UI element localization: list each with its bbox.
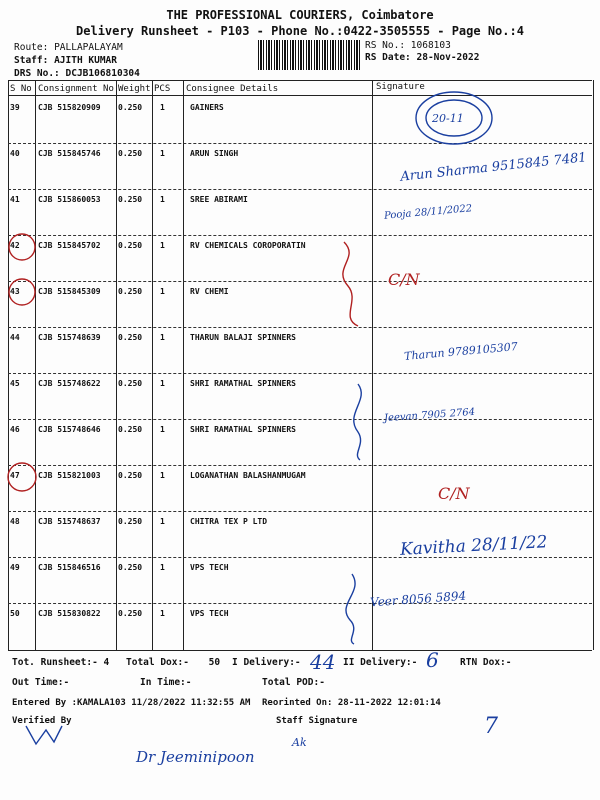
rs-no-value: 1068103	[410, 40, 451, 51]
row-weight: 0.250	[118, 425, 143, 434]
row-pcs: 1	[160, 517, 165, 526]
row-weight: 0.250	[118, 241, 143, 250]
col-header-signature: Signature	[376, 82, 425, 92]
row-weight: 0.250	[118, 103, 143, 112]
row-sno: 40	[10, 149, 20, 158]
row-pcs: 1	[160, 379, 165, 388]
rs-no-row	[365, 40, 451, 51]
drs-row	[14, 68, 140, 79]
row-consignee: VPS TECH	[190, 609, 229, 618]
row-consignment: CJB 515830822	[38, 609, 101, 618]
signature-row-41: Pooja 28/11/2022	[383, 203, 473, 222]
row-pcs: 1	[160, 195, 165, 204]
row-sno: 46	[10, 425, 20, 434]
rtn-dox-label: RTN Dox:-	[460, 657, 512, 668]
row-consignment: CJB 515845702	[38, 241, 101, 250]
signature-row-44: Tharun 9789105307	[403, 340, 519, 363]
row-consignment: CJB 515748622	[38, 379, 101, 388]
verifier-tick-mark	[24, 722, 64, 748]
bottom-signature: Dr Jeeminipoon	[136, 748, 255, 766]
signature-row-48: Kavitha 28/11/22	[399, 532, 548, 560]
row-consignment: CJB 515820909	[38, 103, 101, 112]
signature-row-46: Jeevan 7905 2764	[383, 406, 476, 425]
table-row	[8, 373, 592, 419]
bottom-right-mark: 7	[484, 714, 498, 739]
table-top-line	[8, 80, 592, 81]
row-weight: 0.250	[118, 609, 143, 618]
row-consignment: CJB 515748637	[38, 517, 101, 526]
row-consignee: THARUN BALAJI SPINNERS	[190, 333, 296, 342]
staff-initial: Ak	[292, 736, 307, 749]
row-pcs: 1	[160, 563, 165, 572]
col-header-weight: Weight	[118, 84, 151, 94]
row-consignee: SREE ABIRAMI	[190, 195, 248, 204]
row-consignment: CJB 515821003	[38, 471, 101, 480]
reprinted-on: Reorinted On: 28-11-2022 12:01:14	[262, 698, 441, 708]
row-consignee: SHRI RAMATHAL SPINNERS	[190, 379, 296, 388]
row-consignment: CJB 515846516	[38, 563, 101, 572]
table-row	[8, 97, 592, 143]
ii-delivery-count: 6	[426, 648, 439, 672]
table-row	[8, 281, 592, 327]
row-consignee: GAINERS	[190, 103, 224, 112]
table-row	[8, 557, 592, 603]
signature-row-40: Arun Sharma 9515845 7481	[399, 150, 588, 185]
row-consignee: RV CHEMICALS COROPORATIN	[190, 241, 306, 250]
row-sno: 50	[10, 609, 20, 618]
row-weight: 0.250	[118, 517, 143, 526]
row-sno: 48	[10, 517, 20, 526]
row-pcs: 1	[160, 287, 165, 296]
row-pcs: 1	[160, 609, 165, 618]
row-consignee: LOGANATHAN BALASHANMUGAM	[190, 471, 306, 480]
row-sno: 45	[10, 379, 20, 388]
row-weight: 0.250	[118, 379, 143, 388]
total-runsheet: Tot. Runsheet:- 4	[12, 657, 110, 668]
staff-value: AJITH KUMAR	[54, 55, 117, 66]
entered-by: Entered By :KAMALA103 11/28/2022 11:32:55 AM	[12, 698, 251, 708]
row-weight: 0.250	[118, 195, 143, 204]
staff-label: Staff:	[14, 55, 49, 66]
row-weight: 0.250	[118, 471, 143, 480]
col-header-pcs: PCS	[154, 84, 171, 94]
table-row	[8, 419, 592, 465]
rs-date-label: RS Date:	[365, 52, 411, 63]
row-pcs: 1	[160, 333, 165, 342]
table-row	[8, 189, 592, 235]
col-header-consignee: Consignee Details	[186, 84, 279, 94]
col-header-sno: S No	[10, 84, 32, 94]
row-consignment: CJB 515845309	[38, 287, 101, 296]
total-dox-label: Total Dox:-	[126, 657, 189, 668]
red-bracket-mark	[330, 238, 370, 330]
row-sno: 44	[10, 333, 20, 342]
row-sno: 49	[10, 563, 20, 572]
table-bottom-line	[8, 650, 592, 651]
i-delivery-label: I Delivery:-	[232, 657, 301, 668]
row-weight: 0.250	[118, 333, 143, 342]
runsheet-title: Delivery Runsheet - P103 - Phone No.:0422-3505555 - Page No.:4	[76, 24, 524, 38]
in-time: In Time:-	[140, 677, 192, 688]
row-consignment: CJB 515860053	[38, 195, 101, 204]
row-sno: 43	[10, 287, 20, 296]
row-sno: 39	[10, 103, 20, 112]
stamp-date: 20-11	[432, 112, 464, 125]
row-consignee: RV CHEMI	[190, 287, 229, 296]
table-row	[8, 603, 592, 649]
row-weight: 0.250	[118, 287, 143, 296]
row-pcs: 1	[160, 149, 165, 158]
out-time: Out Time:-	[12, 677, 70, 688]
table-row	[8, 235, 592, 281]
row-consignment: CJB 515748639	[38, 333, 101, 342]
red-circle-marks	[4, 232, 40, 316]
bracket-mark	[340, 380, 376, 462]
rs-date-row	[365, 52, 479, 63]
total-pod: Total POD:-	[262, 677, 325, 688]
row-consignment: CJB 515845746	[38, 149, 101, 158]
verified-by: Verified By	[12, 716, 72, 726]
row-consignee: VPS TECH	[190, 563, 229, 572]
red-circle-mark	[4, 460, 40, 494]
bracket-mark	[330, 570, 370, 646]
company-title: THE PROFESSIONAL COURIERS, Coimbatore	[166, 8, 434, 22]
row-pcs: 1	[160, 103, 165, 112]
rs-date-value: 28-Nov-2022	[416, 52, 480, 63]
row-consignee: SHRI RAMATHAL SPINNERS	[190, 425, 296, 434]
row-sno: 42	[10, 241, 20, 250]
staff-signature-label: Staff Signature	[276, 716, 358, 726]
table-row	[8, 465, 592, 511]
table-header-line	[8, 95, 592, 96]
row-weight: 0.250	[118, 149, 143, 158]
route-label: Route:	[14, 42, 49, 53]
total-dox-value: 50	[208, 657, 221, 668]
row-sno: 41	[10, 195, 20, 204]
total-dox-row	[126, 657, 220, 668]
signature-row-49: Veer 8056 5894	[369, 588, 467, 610]
drs-label: DRS No.:	[14, 68, 60, 79]
row-weight: 0.250	[118, 563, 143, 572]
drs-value: DCJB106810304	[65, 68, 140, 79]
rs-no-label: RS No.:	[365, 40, 406, 51]
col-header-consignment: Consignment No	[38, 84, 114, 94]
return-mark-43: C/N	[388, 270, 420, 289]
row-pcs: 1	[160, 471, 165, 480]
row-consignee: ARUN SINGH	[190, 149, 239, 158]
ii-delivery-label: II Delivery:-	[343, 657, 418, 668]
row-sno: 47	[10, 471, 20, 480]
row-consignee: CHITRA TEX P LTD	[190, 517, 268, 526]
row-pcs: 1	[160, 241, 165, 250]
route-value: PALLAPALAYAM	[54, 42, 123, 53]
i-delivery-count: 44	[310, 650, 336, 674]
row-pcs: 1	[160, 425, 165, 434]
row-consignment: CJB 515748646	[38, 425, 101, 434]
return-mark-47: C/N	[438, 484, 470, 503]
barcode	[258, 40, 360, 70]
staff-row	[14, 55, 117, 66]
route-row	[14, 42, 123, 53]
